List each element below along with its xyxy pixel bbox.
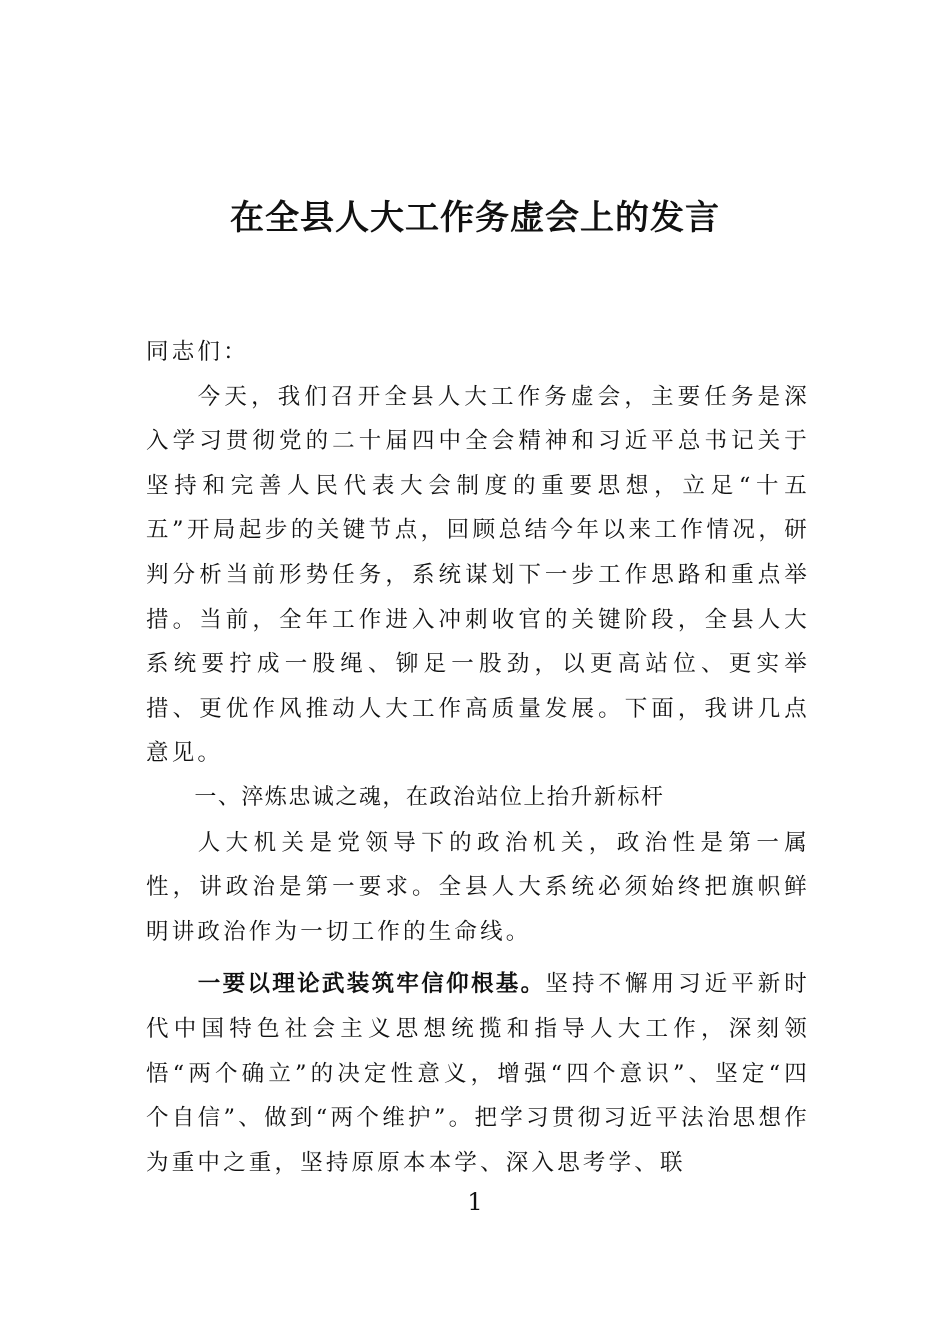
point-lead: 一要以理论武装筑牢信仰根基。	[197, 971, 546, 998]
paragraph-gap	[146, 954, 810, 962]
point-paragraph	[146, 962, 810, 1185]
salutation: 同志们：	[146, 339, 249, 365]
section-paragraph: 人大机关是党领导下的政治机关，政治性是第一属性，讲政治是第一要求。全县人大系统必须始终把旗帜鲜明讲政治作为一切工作的生命线。	[146, 829, 810, 945]
point-text: 坚持不懈用习近平新时代中国特色社会主义思想统揽和指导人大工作，深刻领悟“两个确立”的决定性意义，增强“四个意识”、坚定“四个自信”、做到“两个维护”。把学习贯彻习近平法治思想作为重中之重，坚持原原本本学、深入思考学、联	[146, 971, 810, 1176]
intro-paragraph: 今天，我们召开全县人大工作务虚会，主要任务是深入学习贯彻党的二十届四中全会精神和习近平总书记关于坚持和完善人民代表大会制度的重要思想，立足“十五五”开局起步的关键节点，回顾总结今年以来工作情况，研判分析当前形势任务，系统谋划下一步工作思路和重点举措。当前，全年工作进入冲刺收官的关键阶段，全县人大系统要拧成一股绳、铆足一股劲，以更高站位、更实举措、更优作风推动人大工作高质量发展。下面，我讲几点意见。	[146, 383, 810, 767]
document-body	[146, 330, 810, 1185]
page-number: 1	[467, 1188, 483, 1216]
section-heading: 一、淬炼忠诚之魂，在政治站位上抬升新标杆	[194, 784, 665, 810]
document-title: 在全县人大工作务虚会上的发言	[230, 198, 720, 238]
